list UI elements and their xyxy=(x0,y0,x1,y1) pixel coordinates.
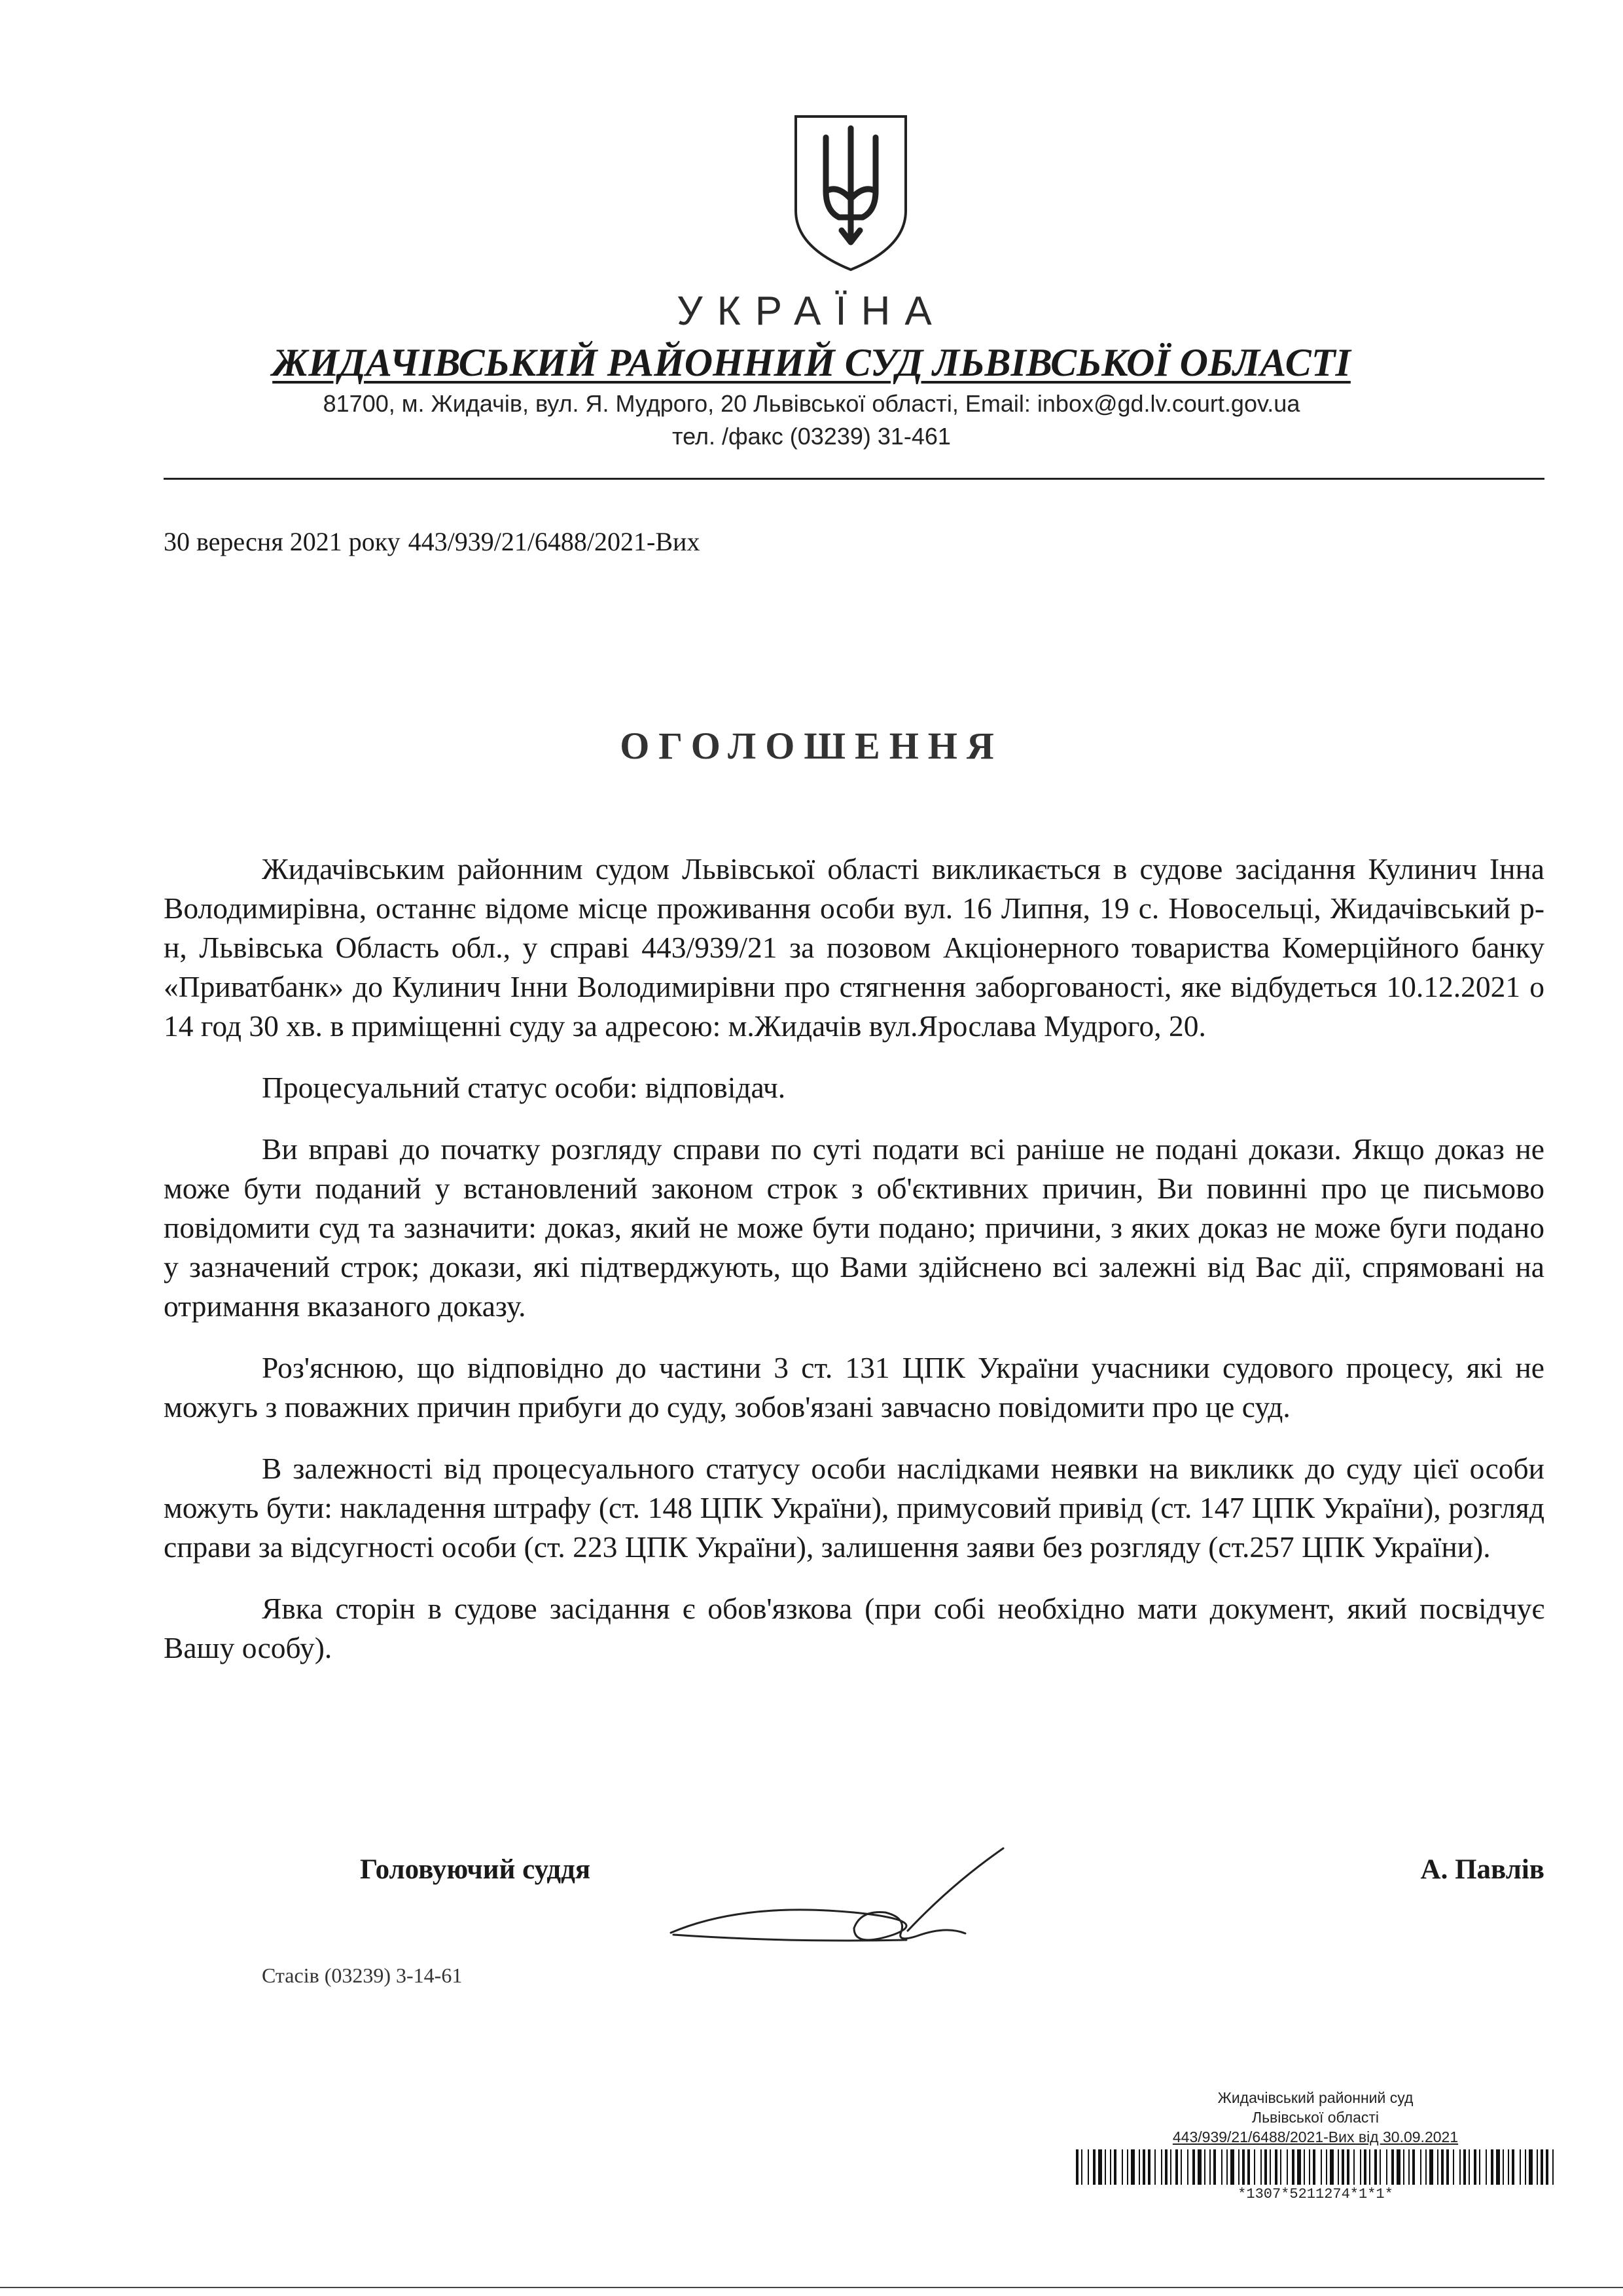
court-name-heading: ЖИДАЧІВСЬКИЙ РАЙОННИЙ СУД ЛЬВІВСЬКОЇ ОБЛАСТІ xyxy=(272,341,1351,384)
body-paragraph-status: Процесуальний статус особи: відповідач. xyxy=(262,1071,786,1104)
barcode xyxy=(1073,2149,1558,2185)
stamp-court-name: Жидачівський районний суд xyxy=(1217,2089,1414,2106)
body-paragraph-notice-duty: Роз'яснюю, що відповідно до частини 3 ст. 131 ЦПК України учасники судового процесу, які не можугь з поважних причин прибуги до суду, зобов'язані завчасно повідомити про це суд. xyxy=(164,1351,1544,1424)
page-bottom-edge xyxy=(0,2287,1623,2288)
document-date: 30 вересня 2021 року xyxy=(164,527,401,556)
body-paragraph-evidence: Ви вправі до початку розгляду справи по суті подати всі раніше не подані докази. Якщо доказ не може бути поданий у встановлений законом строк з об'єктивних причин, Ви повинні про це письмово повідомити суд та зазначити: доказ, який не може бути подано; причини, з яких доказ не може буги подано у зазначений строк; докази, які підтверджують, що Вами здійснено всі залежні від Вас дії, спрямовані на отримання вказаного доказу. xyxy=(164,1132,1544,1323)
contact-person-phone: Стасів (03239) 3-14-61 xyxy=(262,1964,463,1987)
trident-coat-of-arms-icon xyxy=(792,113,910,273)
stamp-outgoing-number: 443/939/21/6488/2021-Вих від 30.09.2021 xyxy=(1172,2128,1459,2145)
document-reference-line xyxy=(164,526,700,557)
document-reference-number: 443/939/21/6488/2021-Вих xyxy=(408,527,700,556)
body-paragraph-attendance: Явка сторін в судове засідання є обов'язкова (при собі необхідно мати документ, який посвідчує Вашу особу). xyxy=(164,1592,1544,1664)
court-phone: тел. /факс (03239) 31-461 xyxy=(672,423,951,450)
court-address: 81700, м. Жидачів, вул. Я. Мудрого, 20 Львівської області, Email: inbox@gd.lv.court.gov.ua xyxy=(323,390,1300,417)
handwritten-signature xyxy=(658,1844,1050,1956)
barcode-number: *1307*5211274*1*1* xyxy=(1238,2186,1393,2202)
signatory-name: А. Павлів xyxy=(1420,1854,1544,1885)
header-divider xyxy=(164,478,1544,480)
body-paragraph-consequences: В залежності від процесуального статусу особи наслідками неявки на викликк до суду цієї особи можуть бути: накладення штрафу (ст. 148 ЦПК України), примусовий привід (ст. 147 ЦПК України), розгляд справи за відсугності особи (ст. 223 ЦПК України), залишення заяви без розгляду (ст.257 ЦПК України). xyxy=(164,1452,1544,1564)
notice-body xyxy=(164,850,1544,1690)
signature-block xyxy=(360,1844,1544,1956)
signatory-role: Головуючий суддя xyxy=(360,1854,591,1885)
body-paragraph-summons: Жидачівським районним судом Львівської області викликається в судове засідання Кулинич Інна Володимирівна, останнє відоме місце проживання особи вул. 16 Липня, 19 с. Новосельці, Жидачівський р-н, Львівська Область обл., у справі 443/939/21 за позовом Акціонерного товариства Комерційного банку «Приватбанк» до Кулинич Інни Володимирівни про стягнення заборгованості, яке відбудеться 10.12.2021 о 14 год 30 хв. в приміщенні суду за адресою: м.Жидачів вул.Ярослава Мудрого, 20. xyxy=(164,852,1544,1043)
document-title: ОГОЛОШЕННЯ xyxy=(620,725,1003,767)
stamp-region: Львівської області xyxy=(1251,2109,1380,2126)
country-heading: УКРАЇНА xyxy=(677,289,946,334)
registration-stamp xyxy=(1073,2088,1558,2204)
